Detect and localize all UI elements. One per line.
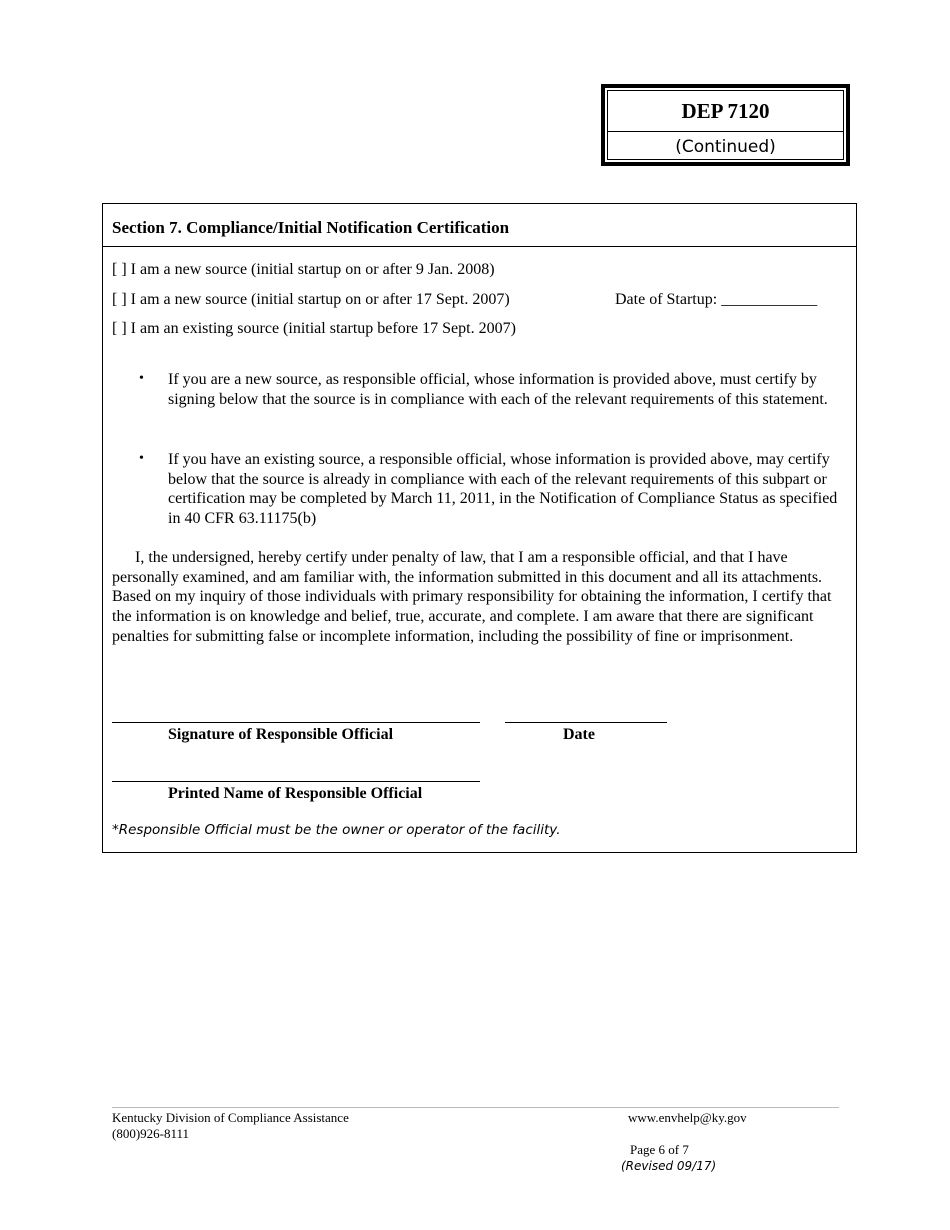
bullet-existing-source-text: If you have an existing source, a responsible official, whose information is provided above, may certify below that the source is already in compliance with each of the relevant requirements of this subpart or certification may be completed by March 11, 2011, in the Notification of Compliance Status as specified in 40 CFR 63.11175(b): [168, 451, 838, 528]
footer-divider: [112, 1107, 839, 1108]
section-7-box: [102, 203, 857, 853]
bullet-marker: •: [139, 371, 144, 386]
date-of-startup-field[interactable]: Date of Startup: ____________: [615, 291, 818, 308]
option-new-source-2007[interactable]: [ ] I am a new source (initial startup on or after 17 Sept. 2007): [112, 291, 510, 308]
footer-revised: (Revised 09/17): [621, 1159, 717, 1173]
form-continued-label: (Continued): [675, 137, 776, 157]
certification-statement: I, the undersigned, hereby certify under penalty of law, that I am a responsible official, and that I have personally examined, and am familiar with, the information submitted in this document and all its attachments. Based on my inquiry of those individuals with primary responsibility for obtaining the information, I certify that the information is on knowledge and belief, true, accurate, and complete. I am aware that there are significant penalties for submitting false or incomplete information, including the possibility of fine or imprisonment.: [112, 549, 832, 645]
printed-name-label: Printed Name of Responsible Official: [168, 785, 423, 802]
footer-agency: Kentucky Division of Compliance Assistance: [112, 1110, 349, 1125]
printed-name-line[interactable]: [112, 781, 480, 782]
signature-line[interactable]: [112, 722, 480, 723]
bullet-marker: •: [139, 451, 144, 466]
option-existing-source[interactable]: [ ] I am an existing source (initial startup before 17 Sept. 2007): [112, 320, 516, 337]
date-label: Date: [563, 726, 595, 743]
bullet-new-source-text: If you are a new source, as responsible official, whose information is provided above, must certify by signing below that the source is in compliance with each of the relevant requirements of this statement.: [168, 371, 828, 408]
footer-website[interactable]: www.envhelp@ky.gov: [628, 1110, 747, 1125]
footer-page-number: Page 6 of 7: [630, 1142, 689, 1157]
form-id-inner: [607, 90, 844, 160]
option-new-source-2008[interactable]: [ ] I am a new source (initial startup on or after 9 Jan. 2008): [112, 261, 495, 278]
signature-label: Signature of Responsible Official: [168, 726, 394, 743]
responsible-official-note: *Responsible Official must be the owner or operator of the facility.: [112, 822, 561, 838]
footer-phone: (800)926-8111: [112, 1126, 190, 1141]
date-line[interactable]: [505, 722, 667, 723]
form-number: DEP 7120: [608, 91, 843, 132]
form-id-box: [601, 84, 850, 166]
section-title: Section 7. Compliance/Initial Notification Certification: [103, 204, 856, 247]
